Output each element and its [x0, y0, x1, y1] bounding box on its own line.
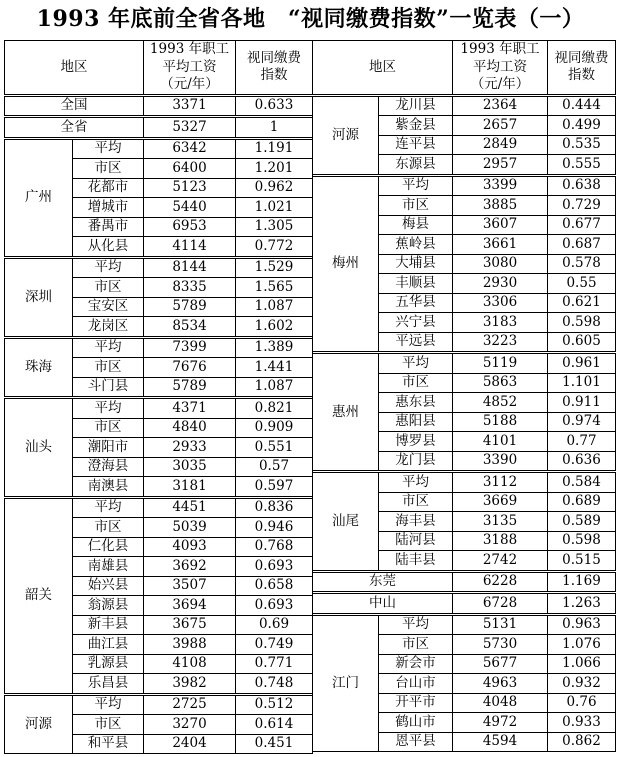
- wage-cell: 2933: [144, 438, 236, 458]
- index-cell: 0.598: [548, 531, 616, 551]
- region-name-cell: 番禺市: [73, 217, 144, 237]
- index-cell: 0.444: [548, 96, 616, 116]
- table-right-half: [312, 40, 616, 753]
- region-name-cell: 平均: [73, 498, 144, 518]
- region-section: [4, 338, 313, 398]
- region-name-cell: 南澳县: [73, 477, 144, 497]
- index-cell: 0.749: [236, 635, 313, 655]
- header-row: [5, 41, 313, 95]
- wage-cell: 4048: [453, 693, 548, 713]
- index-cell: 0.932: [548, 674, 616, 694]
- index-header-cell: [236, 41, 313, 95]
- index-cell: 0.638: [548, 176, 616, 196]
- wage-cell: 3135: [453, 512, 548, 532]
- index-cell: 0.76: [548, 693, 616, 713]
- region-name-cell: 平均: [379, 615, 453, 635]
- table-row: [5, 118, 313, 138]
- region-section: [312, 593, 616, 614]
- index-cell: 0.836: [236, 498, 313, 518]
- region-name-cell: 东莞: [313, 572, 453, 592]
- region-name-cell: 平远县: [379, 332, 453, 352]
- wage-cell: 3270: [144, 715, 236, 735]
- wage-cell: 3675: [144, 615, 236, 635]
- index-cell: 1.389: [236, 338, 313, 358]
- wage-cell: 3988: [144, 635, 236, 655]
- index-cell: 0.584: [548, 473, 616, 493]
- table-row: [313, 594, 616, 614]
- wage-cell: 3223: [453, 332, 548, 352]
- index-cell: 1.087: [236, 297, 313, 317]
- region-section: [4, 258, 313, 337]
- index-cell: 0.499: [548, 116, 616, 136]
- wage-cell: 3607: [453, 215, 548, 235]
- index-cell: 0.689: [548, 492, 616, 512]
- region-name-cell: 平均: [379, 176, 453, 196]
- index-cell: 1.191: [236, 139, 313, 159]
- index-cell: 0.772: [236, 237, 313, 257]
- wage-cell: 5123: [144, 178, 236, 198]
- wage-cell: 4101: [453, 432, 548, 452]
- deemed-index-table: [4, 40, 616, 755]
- region-name-cell: 平均: [379, 354, 453, 374]
- region-name-cell: 惠阳县: [379, 412, 453, 432]
- region-name-cell: 潮阳市: [73, 438, 144, 458]
- wage-cell: 5677: [453, 654, 548, 674]
- wage-cell: 3669: [453, 492, 548, 512]
- region-group-cell: 梅州: [313, 176, 379, 352]
- index-cell: 1.169: [548, 572, 616, 592]
- region-name-cell: 市区: [379, 492, 453, 512]
- index-cell: 0.636: [548, 451, 616, 471]
- index-cell: 0.693: [236, 596, 313, 616]
- region-name-cell: 台山市: [379, 674, 453, 694]
- index-cell: 0.551: [236, 438, 313, 458]
- wage-header-cell: [453, 41, 548, 95]
- region-name-cell: 蕉岭县: [379, 235, 453, 255]
- index-cell: 0.57: [236, 457, 313, 477]
- index-cell: 0.578: [548, 254, 616, 274]
- wage-cell: 5327: [144, 118, 236, 138]
- index-cell: 0.555: [548, 155, 616, 175]
- region-section: [4, 117, 313, 138]
- index-cell: 1.066: [548, 654, 616, 674]
- region-group-cell: 韶关: [5, 498, 73, 693]
- region-group-cell: 广州: [5, 139, 73, 256]
- index-cell: 0.862: [548, 732, 616, 752]
- region-header-cell: 地区: [5, 41, 144, 95]
- region-name-cell: 仁化县: [73, 537, 144, 557]
- index-cell: 0.512: [236, 695, 313, 715]
- region-name-cell: 市区: [379, 373, 453, 393]
- wage-cell: 3982: [144, 674, 236, 694]
- wage-cell: 4594: [453, 732, 548, 752]
- wage-cell: 3188: [453, 531, 548, 551]
- table-row: [5, 399, 313, 419]
- wage-cell: 5730: [453, 635, 548, 655]
- wage-cell: 4963: [453, 674, 548, 694]
- wage-cell: 5039: [144, 518, 236, 538]
- wage-cell: 3306: [453, 293, 548, 313]
- wage-cell: 3080: [453, 254, 548, 274]
- wage-cell: 8335: [144, 278, 236, 298]
- region-name-cell: 市区: [73, 159, 144, 179]
- region-name-cell: 乐昌县: [73, 674, 144, 694]
- index-cell: 0.621: [548, 293, 616, 313]
- index-cell: 0.963: [548, 615, 616, 635]
- wage-cell: 2725: [144, 695, 236, 715]
- region-group-cell: 河源: [313, 96, 379, 174]
- index-cell: 0.962: [236, 178, 313, 198]
- region-section: [312, 96, 616, 175]
- index-header-cell: [548, 41, 616, 95]
- index-cell: 0.771: [236, 654, 313, 674]
- wage-cell: 7399: [144, 338, 236, 358]
- header-row: [313, 41, 616, 95]
- wage-cell: 3692: [144, 557, 236, 577]
- wage-cell: 5789: [144, 377, 236, 397]
- table-row: [313, 615, 616, 635]
- wage-cell: 2404: [144, 734, 236, 754]
- region-section: [312, 176, 616, 353]
- region-name-cell: 和平县: [73, 734, 144, 754]
- region-name-cell: 平均: [73, 338, 144, 358]
- wage-cell: 3399: [453, 176, 548, 196]
- wage-cell: 6228: [453, 572, 548, 592]
- region-section: [4, 398, 313, 497]
- index-cell: 0.909: [236, 418, 313, 438]
- region-name-cell: 全国: [5, 96, 144, 116]
- index-cell: 0.729: [548, 196, 616, 216]
- table-row: [5, 258, 313, 278]
- index-cell: 0.55: [548, 274, 616, 294]
- region-name-cell: 翁源县: [73, 596, 144, 616]
- wage-cell: 3112: [453, 473, 548, 493]
- index-cell: 1.441: [236, 358, 313, 378]
- region-section: [4, 498, 313, 694]
- region-name-cell: 斗门县: [73, 377, 144, 397]
- region-name-cell: 鹤山市: [379, 713, 453, 733]
- region-group-cell: 江门: [313, 615, 379, 752]
- index-cell: 0.451: [236, 734, 313, 754]
- wage-cell: 4114: [144, 237, 236, 257]
- wage-cell: 5789: [144, 297, 236, 317]
- table-row: [313, 473, 616, 493]
- wage-cell: 2742: [453, 551, 548, 571]
- table-row: [5, 695, 313, 715]
- region-group-cell: 汕头: [5, 399, 73, 497]
- index-cell: 0.589: [548, 512, 616, 532]
- index-cell: 1.305: [236, 217, 313, 237]
- region-section: [4, 139, 313, 257]
- index-cell: 0.597: [236, 477, 313, 497]
- region-name-cell: 市区: [73, 715, 144, 735]
- wage-cell: 3183: [453, 313, 548, 333]
- wage-header-line: 平均工资: [162, 58, 217, 75]
- wage-cell: 4840: [144, 418, 236, 438]
- wage-header-line: （元/年）: [160, 76, 219, 93]
- region-name-cell: 连平县: [379, 135, 453, 155]
- region-group-cell: 惠州: [313, 354, 379, 471]
- table-row: [313, 354, 616, 374]
- region-name-cell: 平均: [73, 399, 144, 419]
- wage-header-line: 平均工资: [473, 58, 527, 75]
- region-section: [312, 472, 616, 571]
- index-cell: 1.529: [236, 258, 313, 278]
- table-left-half: [4, 40, 313, 755]
- index-cell: 0.633: [236, 96, 313, 116]
- index-cell: 0.677: [548, 215, 616, 235]
- region-name-cell: 恩平县: [379, 732, 453, 752]
- index-header-line: 指数: [260, 67, 288, 84]
- wage-cell: 3694: [144, 596, 236, 616]
- index-cell: 0.658: [236, 576, 313, 596]
- region-group-cell: 汕尾: [313, 473, 379, 571]
- page-title: 1993 年底前全省各地 “视同缴费指数”一览表（一）: [36, 6, 585, 32]
- region-name-cell: 龙川县: [379, 96, 453, 116]
- region-name-cell: 平均: [73, 695, 144, 715]
- wage-cell: 6953: [144, 217, 236, 237]
- region-name-cell: 全省: [5, 118, 144, 138]
- region-name-cell: 惠东县: [379, 393, 453, 413]
- index-cell: 1.021: [236, 198, 313, 218]
- index-cell: 0.515: [548, 551, 616, 571]
- index-header-line: 视同缴费: [554, 49, 609, 66]
- table-row: [313, 96, 616, 116]
- table-row: [5, 139, 313, 159]
- wage-cell: 3390: [453, 451, 548, 471]
- index-cell: 0.693: [236, 557, 313, 577]
- region-name-cell: 市区: [73, 358, 144, 378]
- wage-cell: 4972: [453, 713, 548, 733]
- table-row: [5, 96, 313, 116]
- wage-cell: 2364: [453, 96, 548, 116]
- region-name-cell: 大埔县: [379, 254, 453, 274]
- region-name-cell: 博罗县: [379, 432, 453, 452]
- region-name-cell: 市区: [379, 196, 453, 216]
- index-cell: 0.687: [548, 235, 616, 255]
- region-name-cell: 海丰县: [379, 512, 453, 532]
- region-name-cell: 宝安区: [73, 297, 144, 317]
- wage-cell: 4108: [144, 654, 236, 674]
- region-name-cell: 市区: [73, 518, 144, 538]
- region-section: [312, 572, 616, 593]
- region-name-cell: 陆丰县: [379, 551, 453, 571]
- index-cell: 0.768: [236, 537, 313, 557]
- index-cell: 0.974: [548, 412, 616, 432]
- wage-cell: 6342: [144, 139, 236, 159]
- index-header-line: 视同缴费: [247, 49, 301, 66]
- region-name-cell: 新会市: [379, 654, 453, 674]
- table-row: [313, 572, 616, 592]
- region-name-cell: 从化县: [73, 237, 144, 257]
- wage-cell: 2849: [453, 135, 548, 155]
- wage-cell: 4852: [453, 393, 548, 413]
- wage-cell: 4371: [144, 399, 236, 419]
- index-cell: 0.946: [236, 518, 313, 538]
- index-cell: 0.961: [548, 354, 616, 374]
- wage-cell: 5188: [453, 412, 548, 432]
- index-cell: 0.605: [548, 332, 616, 352]
- index-cell: 0.69: [236, 615, 313, 635]
- region-group-cell: 珠海: [5, 338, 73, 397]
- region-name-cell: 龙门县: [379, 451, 453, 471]
- wage-header-line: 1993 年职工: [149, 41, 230, 57]
- table-row: [5, 498, 313, 518]
- index-cell: 1.087: [236, 377, 313, 397]
- region-name-cell: 平均: [73, 258, 144, 278]
- wage-cell: 8534: [144, 317, 236, 337]
- table-row: [313, 176, 616, 196]
- wage-cell: 5863: [453, 373, 548, 393]
- wage-cell: 3181: [144, 477, 236, 497]
- wage-header-line: 1993 年职工: [460, 41, 540, 57]
- index-cell: 1.201: [236, 159, 313, 179]
- wage-cell: 5131: [453, 615, 548, 635]
- region-section: [312, 353, 616, 471]
- region-name-cell: 始兴县: [73, 576, 144, 596]
- wage-cell: 2930: [453, 274, 548, 294]
- region-section: [4, 695, 313, 755]
- index-cell: 1.263: [548, 594, 616, 614]
- wage-cell: 3035: [144, 457, 236, 477]
- region-name-cell: 开平市: [379, 693, 453, 713]
- wage-cell: 2957: [453, 155, 548, 175]
- header-table-left: [4, 40, 313, 95]
- index-cell: 0.933: [548, 713, 616, 733]
- wage-cell: 3661: [453, 235, 548, 255]
- region-name-cell: 市区: [379, 635, 453, 655]
- region-name-cell: 新丰县: [73, 615, 144, 635]
- index-cell: 0.77: [548, 432, 616, 452]
- wage-cell: 5440: [144, 198, 236, 218]
- wage-cell: 3507: [144, 576, 236, 596]
- region-name-cell: 中山: [313, 594, 453, 614]
- region-name-cell: 兴宁县: [379, 313, 453, 333]
- region-name-cell: 增城市: [73, 198, 144, 218]
- wage-cell: 6400: [144, 159, 236, 179]
- header-table-right: [312, 40, 616, 95]
- index-cell: 1.565: [236, 278, 313, 298]
- wage-header-line: （元/年）: [470, 76, 530, 93]
- region-name-cell: 龙岗区: [73, 317, 144, 337]
- region-name-cell: 平均: [379, 473, 453, 493]
- wage-cell: 7676: [144, 358, 236, 378]
- index-cell: 1.602: [236, 317, 313, 337]
- wage-cell: 4093: [144, 537, 236, 557]
- wage-header-cell: [144, 41, 236, 95]
- wage-cell: 4451: [144, 498, 236, 518]
- index-cell: 0.911: [548, 393, 616, 413]
- region-name-cell: 曲江县: [73, 635, 144, 655]
- table-row: [5, 338, 313, 358]
- region-name-cell: 市区: [73, 418, 144, 438]
- index-cell: 1: [236, 118, 313, 138]
- index-cell: 1.101: [548, 373, 616, 393]
- wage-cell: 5119: [453, 354, 548, 374]
- index-cell: 0.535: [548, 135, 616, 155]
- region-name-cell: 紫金县: [379, 116, 453, 136]
- region-name-cell: 市区: [73, 278, 144, 298]
- wage-cell: 3885: [453, 196, 548, 216]
- region-group-cell: 深圳: [5, 258, 73, 336]
- region-name-cell: 陆河县: [379, 531, 453, 551]
- region-name-cell: 南雄县: [73, 557, 144, 577]
- region-name-cell: 乳源县: [73, 654, 144, 674]
- region-section: [4, 96, 313, 117]
- index-cell: 0.614: [236, 715, 313, 735]
- wage-cell: 3371: [144, 96, 236, 116]
- region-group-cell: 河源: [5, 695, 73, 754]
- region-name-cell: 梅县: [379, 215, 453, 235]
- region-section: [312, 615, 616, 753]
- region-name-cell: 平均: [73, 139, 144, 159]
- region-name-cell: 东源县: [379, 155, 453, 175]
- region-name-cell: 丰顺县: [379, 274, 453, 294]
- index-cell: 0.821: [236, 399, 313, 419]
- index-cell: 0.748: [236, 674, 313, 694]
- region-name-cell: 澄海县: [73, 457, 144, 477]
- wage-cell: 2657: [453, 116, 548, 136]
- index-cell: 0.598: [548, 313, 616, 333]
- region-name-cell: 花都市: [73, 178, 144, 198]
- wage-cell: 8144: [144, 258, 236, 278]
- index-header-line: 指数: [568, 67, 595, 84]
- region-header-cell: 地区: [313, 41, 453, 95]
- wage-cell: 6728: [453, 594, 548, 614]
- index-cell: 1.076: [548, 635, 616, 655]
- region-name-cell: 五华县: [379, 293, 453, 313]
